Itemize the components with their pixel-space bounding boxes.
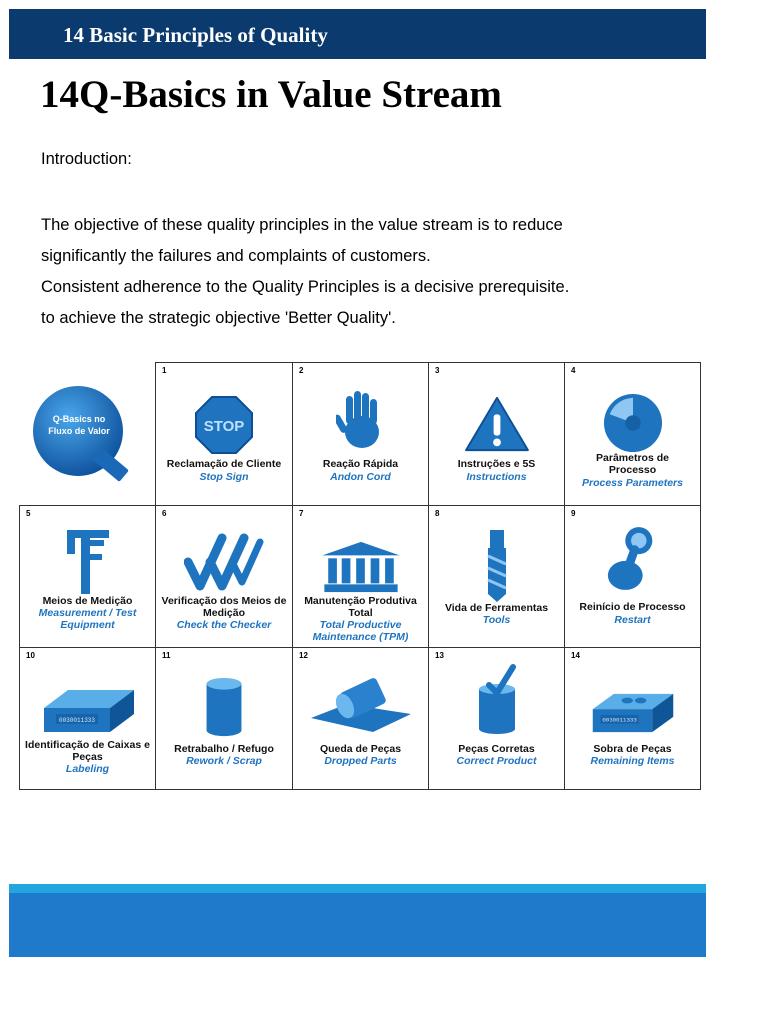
warning-triangle-icon bbox=[462, 395, 532, 453]
footer-stripe bbox=[9, 884, 706, 893]
principle-subtitle: Remaining Items bbox=[590, 755, 675, 767]
principle-number: 7 bbox=[299, 509, 304, 518]
principle-subtitle: Correct Product bbox=[456, 755, 537, 767]
principle-cell bbox=[292, 505, 429, 648]
drill-bit-icon bbox=[482, 530, 512, 602]
box-label-text: 0030011333 bbox=[58, 717, 95, 724]
principle-number: 1 bbox=[162, 366, 167, 375]
principle-title: Vida de Ferramentas bbox=[444, 602, 549, 614]
principle-subtitle: Rework / Scrap bbox=[186, 755, 262, 767]
double-check-icon bbox=[184, 532, 264, 592]
principle-cell bbox=[155, 362, 293, 506]
principle-number: 12 bbox=[299, 651, 308, 660]
logo-label-line: Q-Basics no bbox=[52, 414, 106, 424]
raised-hand-icon bbox=[336, 389, 386, 451]
principle-number: 5 bbox=[26, 509, 31, 518]
principle-number: 9 bbox=[571, 509, 576, 518]
intro-line: Consistent adherence to the Quality Principles is a decisive prerequisite. bbox=[41, 278, 570, 296]
tray-label-text: 0030011333 bbox=[601, 716, 637, 724]
principle-subtitle: Measurement / Test Equipment bbox=[38, 607, 137, 631]
push-button-icon bbox=[604, 524, 662, 594]
intro-line: to achieve the strategic objective 'Better Quality'. bbox=[41, 309, 396, 327]
principle-cell bbox=[428, 647, 565, 790]
principle-subtitle: Check the Checker bbox=[176, 619, 272, 631]
principle-number: 3 bbox=[435, 366, 440, 375]
labeled-box-icon bbox=[40, 686, 136, 736]
principle-cell bbox=[19, 647, 156, 790]
principle-title: Verificação dos Meios de Medição bbox=[161, 595, 287, 619]
principle-cell bbox=[428, 362, 565, 506]
principle-number: 11 bbox=[162, 651, 171, 660]
principle-title: Peças Corretas bbox=[458, 743, 535, 755]
principle-number: 8 bbox=[435, 509, 440, 518]
tray-with-parts-icon bbox=[587, 690, 679, 736]
principle-number: 4 bbox=[571, 366, 576, 375]
principle-number: 10 bbox=[26, 651, 35, 660]
principle-cell bbox=[155, 647, 293, 790]
intro-heading: Introduction: bbox=[41, 150, 132, 168]
principle-title: Reinício de Processo bbox=[579, 601, 686, 613]
principle-cell bbox=[19, 505, 156, 648]
principle-cell bbox=[564, 505, 701, 648]
stop-sign-text: STOP bbox=[203, 418, 245, 435]
principle-subtitle: Tools bbox=[482, 614, 511, 626]
principle-title: Sobra de Peças bbox=[593, 743, 672, 755]
intro-line: significantly the failures and complaints of customers. bbox=[41, 247, 431, 265]
principle-number: 14 bbox=[571, 651, 580, 660]
principle-subtitle: Dropped Parts bbox=[324, 755, 397, 767]
principle-title: Manutenção Produtiva Total bbox=[304, 595, 417, 619]
page-title: 14Q-Basics in Value Stream bbox=[40, 73, 502, 116]
stop-sign-icon bbox=[194, 395, 254, 455]
principle-title: Queda de Peças bbox=[319, 743, 402, 755]
footer-bar bbox=[9, 893, 706, 957]
logo-label-line: Fluxo de Valor bbox=[48, 426, 110, 436]
principle-cell bbox=[292, 362, 429, 506]
principle-cell bbox=[292, 647, 429, 790]
principle-subtitle: Instructions bbox=[466, 471, 527, 483]
principle-title: Parâmetros de Processo bbox=[596, 452, 669, 476]
caliper-icon bbox=[63, 526, 113, 596]
principle-title: Reclamação de Cliente bbox=[166, 458, 282, 470]
fallen-cylinder-icon bbox=[309, 674, 413, 734]
parameter-disc-icon bbox=[602, 393, 664, 453]
principle-title: Instruções e 5S bbox=[457, 458, 536, 470]
principle-title: Retrabalho / Refugo bbox=[174, 743, 274, 755]
principle-number: 13 bbox=[435, 651, 444, 660]
principle-cell bbox=[564, 647, 701, 790]
cylinder-icon bbox=[202, 676, 246, 738]
principle-title: Meios de Medição bbox=[42, 595, 133, 607]
principle-cell bbox=[155, 505, 293, 648]
principle-cell bbox=[564, 362, 701, 506]
intro-line: The objective of these quality principles in the value stream is to reduce bbox=[41, 216, 563, 234]
principle-subtitle: Total Productive Maintenance (TPM) bbox=[312, 619, 409, 643]
principle-subtitle: Restart bbox=[614, 614, 651, 626]
principle-number: 6 bbox=[162, 509, 167, 518]
principle-subtitle: Process Parameters bbox=[582, 477, 683, 489]
principle-title: Identificação de Caixas e Peças bbox=[25, 739, 150, 763]
principle-subtitle: Andon Cord bbox=[330, 471, 391, 483]
header-title: 14 Basic Principles of Quality bbox=[63, 23, 328, 47]
principle-subtitle: Stop Sign bbox=[199, 471, 249, 483]
principle-cell bbox=[428, 505, 565, 648]
principle-title: Reação Rápida bbox=[322, 458, 399, 470]
checked-cup-icon bbox=[473, 662, 521, 736]
principle-number: 2 bbox=[299, 366, 304, 375]
principle-subtitle: Labeling bbox=[65, 763, 110, 775]
pillars-building-icon bbox=[319, 540, 403, 594]
